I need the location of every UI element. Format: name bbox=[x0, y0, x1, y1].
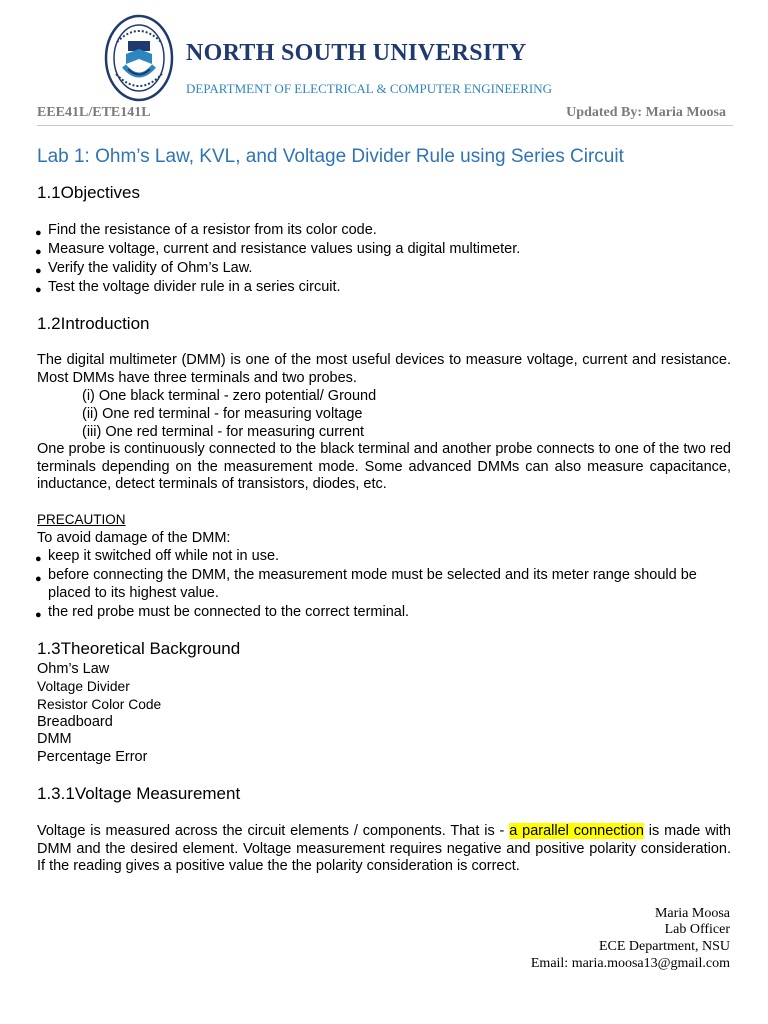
objective-item: Find the resistance of a resistor from its color code. bbox=[48, 222, 377, 238]
section-heading-introduction bbox=[37, 314, 149, 334]
bullet-icon: ● bbox=[35, 609, 42, 621]
theory-topic: Percentage Error bbox=[37, 749, 148, 765]
theory-topic: Resistor Color Code bbox=[37, 697, 162, 712]
bullet-icon: ● bbox=[35, 284, 42, 296]
theory-topic: Voltage Divider bbox=[37, 679, 130, 694]
theory-topic: Ohm’s Law bbox=[37, 661, 110, 677]
section-title: Objectives bbox=[60, 183, 141, 202]
precaution-item: keep it switched off while not in use. bbox=[48, 548, 280, 564]
section-number: 1.1 bbox=[37, 183, 61, 202]
signature-name: Maria Moosa bbox=[654, 906, 730, 921]
university-name: NORTH SOUTH UNIVERSITY bbox=[186, 40, 527, 66]
precaution-intro: To avoid damage of the DMM: bbox=[37, 530, 231, 546]
signature-role: Lab Officer bbox=[664, 922, 730, 937]
bullet-icon: ● bbox=[35, 573, 42, 585]
terminal-item: (i) One black terminal - zero potential/ Ground bbox=[82, 388, 377, 404]
objective-item: Test the voltage divider rule in a series circuit. bbox=[48, 279, 341, 295]
precaution-item: the red probe must be connected to the correct terminal. bbox=[48, 604, 410, 620]
section-number: 1.3.1 bbox=[37, 784, 75, 803]
updated-by: Updated By: Maria Moosa bbox=[566, 105, 726, 120]
terminal-item: (ii) One red terminal - for measuring voltage bbox=[82, 406, 363, 422]
terminal-item: (iii) One red terminal - for measuring current bbox=[82, 424, 365, 440]
theory-topic: Breadboard bbox=[37, 714, 113, 730]
nsu-seal-icon bbox=[104, 14, 174, 102]
intro-paragraph: The digital multimeter (DMM) is one of the most useful devices to measure voltage, current and resistance. Most DMMs have three terminals and two probes. bbox=[37, 352, 731, 386]
bullet-icon: ● bbox=[35, 246, 42, 258]
bullet-icon: ● bbox=[35, 553, 42, 565]
section-title: Theoretical Background bbox=[60, 639, 241, 658]
voltage-text-after: is made with DMM and the desired element. Voltage measurement requires negative and positive polarity consideration. If the reading gives a positive value the the polarity consideration is correct. bbox=[37, 823, 731, 875]
voltage-paragraph bbox=[37, 823, 731, 876]
bullet-icon: ● bbox=[35, 227, 42, 239]
voltage-text-before: Voltage is measured across the circuit elements / components. That is - bbox=[37, 823, 510, 839]
signature-dept: ECE Department, NSU bbox=[598, 939, 730, 954]
section-number: 1.3 bbox=[37, 639, 61, 658]
section-number: 1.2 bbox=[37, 314, 61, 333]
highlighted-text: a parallel connection bbox=[509, 823, 644, 839]
precaution-label: PRECAUTION bbox=[37, 512, 126, 527]
page-title: Lab 1: Ohm’s Law, KVL, and Voltage Divider Rule using Series Circuit bbox=[37, 146, 624, 167]
precaution-item: before connecting the DMM, the measurement mode must be selected and its meter range should be placed to its highest value. bbox=[48, 567, 697, 601]
section-title: Voltage Measurement bbox=[74, 784, 241, 803]
intro-paragraph: One probe is continuously connected to the black terminal and another probe connects to one of the two red terminals depending on the measurement mode. Some advanced DMMs can also measure capacitance, inductance, detect terminals of transistors, diodes, etc. bbox=[37, 441, 731, 493]
department-name: DEPARTMENT OF ELECTRICAL & COMPUTER ENGINEERING bbox=[186, 81, 552, 96]
section-heading-objectives bbox=[37, 183, 140, 203]
signature-email: Email: maria.moosa13@gmail.com bbox=[530, 956, 730, 971]
theory-topic: DMM bbox=[37, 731, 72, 747]
bullet-icon: ● bbox=[35, 265, 42, 277]
section-title: Introduction bbox=[60, 314, 150, 333]
course-code: EEE41L/ETE141L bbox=[37, 105, 151, 120]
section-heading-voltage-measurement bbox=[37, 784, 240, 804]
objective-item: Measure voltage, current and resistance values using a digital multimeter. bbox=[48, 241, 521, 257]
header-divider bbox=[37, 125, 733, 126]
section-heading-theory bbox=[37, 639, 240, 659]
objective-item: Verify the validity of Ohm’s Law. bbox=[48, 260, 253, 276]
